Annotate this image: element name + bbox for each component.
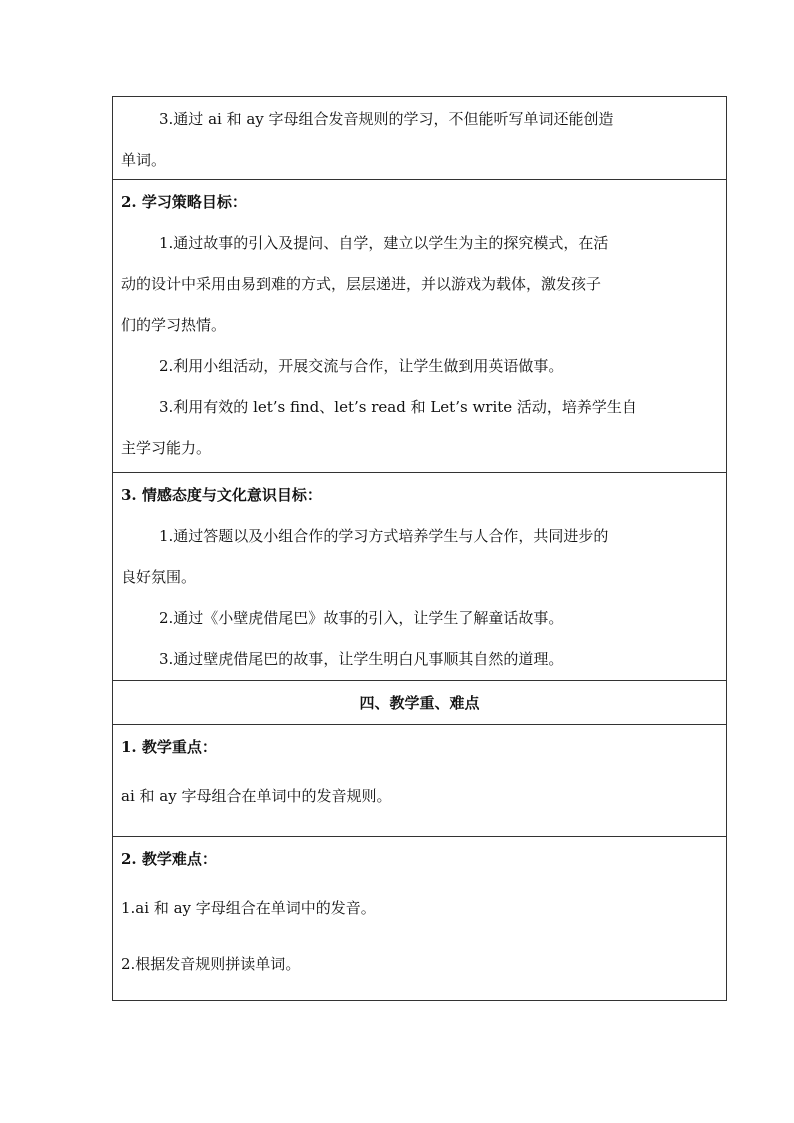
text-line: 2.根据发音规则拼读单词。: [121, 955, 301, 973]
text-line: 3.通过壁虎借尾巴的故事，让学生明白凡事顺其自然的道理。: [159, 650, 564, 668]
text-line: 3.利用有效的 let’s find、let’s read 和 Let’s write 活动，培养学生自: [159, 398, 637, 416]
section-heading: 1. 教学重点：: [121, 738, 217, 756]
section-heading: 2. 学习策略目标：: [121, 193, 247, 211]
text-line: 1.通过答题以及小组合作的学习方式培养学生与人合作，共同进步的: [159, 527, 609, 545]
text-line: ai 和 ay 字母组合在单词中的发音规则。: [121, 787, 392, 805]
section-heading: 3. 情感态度与文化意识目标：: [121, 486, 322, 504]
text-line: 良好氛围。: [121, 568, 197, 586]
text-line: 单词。: [121, 151, 167, 169]
difficulty-cell: [112, 837, 727, 1001]
text-line: 1.通过故事的引入及提问、自学，建立以学生为主的探究模式，在活: [159, 234, 609, 252]
section-title-key-points: 四、教学重、难点: [112, 681, 727, 725]
text-line: 动的设计中采用由易到难的方式，层层递进，并以游戏为载体，激发孩子: [121, 275, 602, 293]
objective-cell-1: [112, 96, 727, 180]
text-line: 3.通过 ai 和 ay 字母组合发音规则的学习，不但能听写单词还能创造: [159, 110, 614, 128]
text-line: 主学习能力。: [121, 439, 212, 457]
key-point-cell: [112, 725, 727, 837]
section-heading: 2. 教学难点：: [121, 850, 217, 868]
text-line: 2.利用小组活动，开展交流与合作，让学生做到用英语做事。: [159, 357, 564, 375]
text-line: 们的学习热情。: [121, 316, 227, 334]
attitude-culture-cell: [112, 473, 727, 681]
text-line: 1.ai 和 ay 字母组合在单词中的发音。: [121, 899, 376, 917]
text-line: 2.通过《小壁虎借尾巴》故事的引入，让学生了解童话故事。: [159, 609, 564, 627]
lesson-plan-table: [112, 96, 727, 1001]
learning-strategy-cell: [112, 180, 727, 473]
